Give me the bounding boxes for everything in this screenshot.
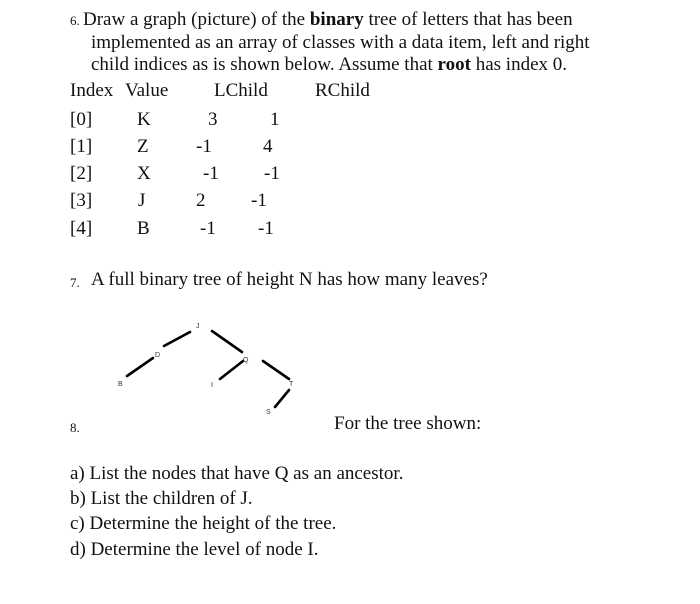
q6-line1-bold: binary	[309, 9, 364, 30]
header-value: Value	[125, 80, 169, 101]
row-lchild: 3	[208, 109, 218, 130]
row-lchild: -1	[200, 218, 216, 239]
q8-prompt: For the tree shown:	[334, 413, 482, 434]
q7-text: A full binary tree of height N has how many leaves?	[91, 269, 488, 290]
q6-line1-pre: Draw a graph (picture) of the	[83, 9, 310, 30]
edge-d-b	[127, 358, 153, 376]
row-rchild: -1	[258, 218, 274, 239]
q8-number	[70, 419, 80, 437]
edge-t-s	[275, 390, 289, 407]
q6-line3-post: has index 0.	[470, 54, 568, 75]
row-index: [3]	[70, 190, 93, 211]
node-b: B	[118, 381, 123, 388]
q8-item-a: a) List the nodes that have Q as an ancestor.	[70, 463, 404, 484]
row-lchild: 2	[196, 190, 206, 211]
row-value: X	[137, 163, 151, 184]
header-rchild: RChild	[315, 80, 370, 101]
node-i: I	[211, 382, 213, 389]
q6-line1-post: tree of letters that has been	[363, 9, 573, 30]
row-value: K	[137, 109, 151, 130]
row-lchild: -1	[196, 136, 212, 157]
row-index: [2]	[70, 163, 93, 184]
edge-j-d	[164, 332, 190, 346]
q6-line3-bold: root	[437, 54, 471, 75]
row-index: [1]	[70, 136, 93, 157]
row-value: J	[138, 190, 146, 211]
row-index: [4]	[70, 218, 93, 239]
edge-q-t	[263, 361, 289, 379]
header-lchild: LChild	[214, 80, 268, 101]
row-rchild: -1	[251, 190, 267, 211]
q6-number-text: 6.	[70, 13, 80, 28]
row-rchild: 1	[270, 109, 280, 130]
row-value: Z	[137, 136, 149, 157]
q8-item-d: d) Determine the level of node I.	[70, 539, 319, 560]
q6-line3-pre: child indices as is shown below. Assume that	[91, 54, 438, 75]
row-rchild: -1	[264, 163, 280, 184]
node-q: Q	[243, 357, 249, 364]
q8-number-text: 8.	[70, 420, 80, 435]
node-j: J	[196, 323, 200, 330]
edge-j-q	[212, 331, 242, 352]
q7-number-text: 7.	[70, 275, 80, 290]
header-index: Index	[70, 80, 114, 101]
q6-line-2: implemented as an array of classes with a data item, left and right	[91, 32, 590, 53]
edge-q-i	[220, 361, 243, 379]
node-s: S	[266, 409, 271, 416]
node-t: T	[289, 381, 294, 388]
row-value: B	[137, 218, 150, 239]
row-rchild: 4	[263, 136, 273, 157]
row-lchild: -1	[203, 163, 219, 184]
q8-item-b: b) List the children of J.	[70, 488, 253, 509]
row-index: [0]	[70, 109, 93, 130]
node-d: D	[155, 352, 161, 359]
q8-item-c: c) Determine the height of the tree.	[70, 513, 337, 534]
